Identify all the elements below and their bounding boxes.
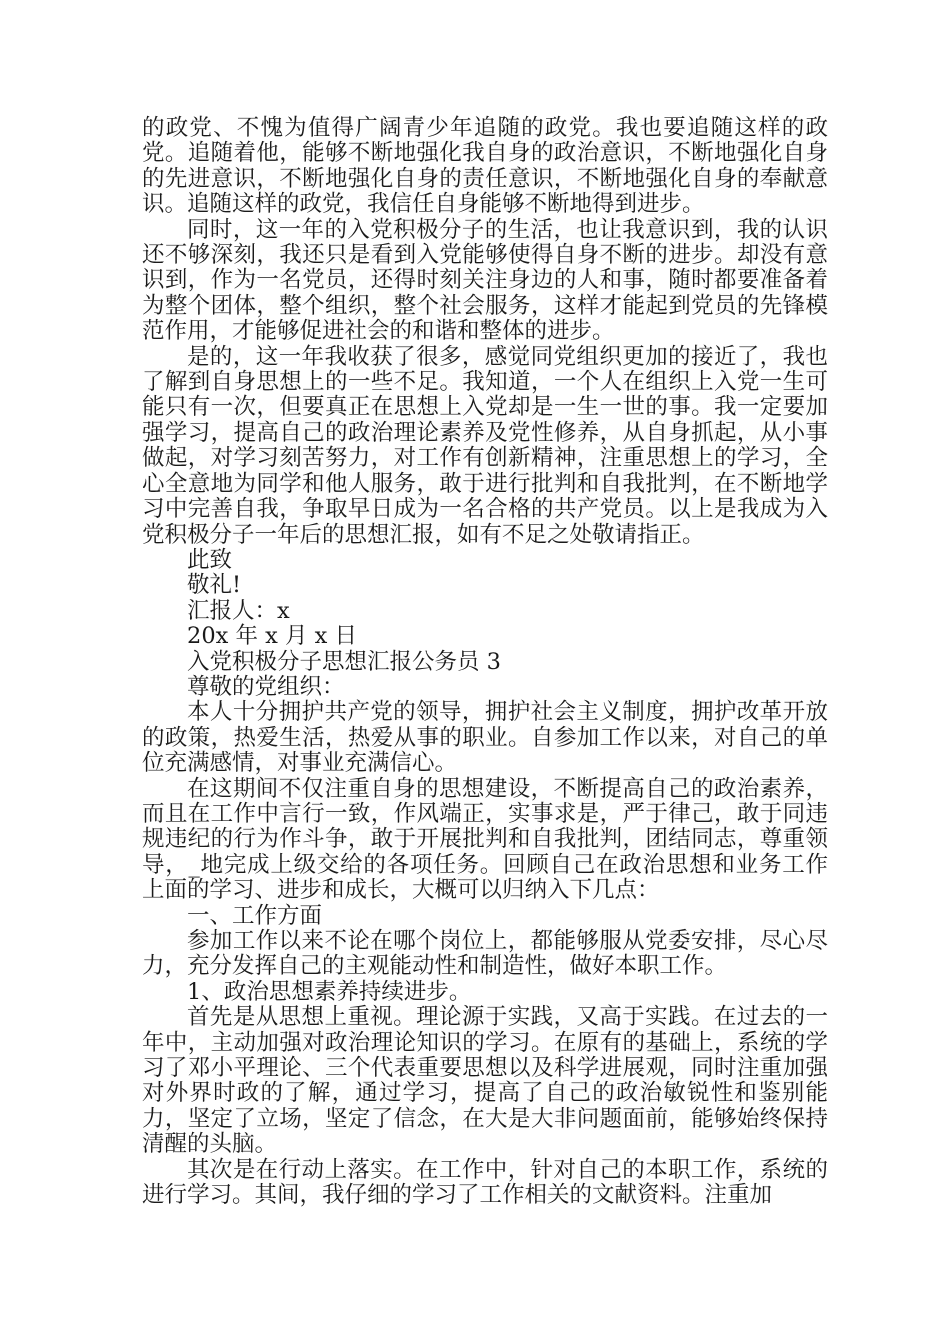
section-paragraph-action: 其次是在行动上落实。在工作中，针对自己的本职工作，系统的进行学习。其间，我仔细的学习了工作相关的文献资料。注重加 <box>142 1156 828 1209</box>
paragraph-continued: 的政党、不愧为值得广阔青少年追随的政党。我也要追随这样的政党。追随着他，能够不断地强化我自身的政治意识，不断地强化自身的先进意识，不断地强化自身的责任意识，不断地强化自身的奉献意识。追随这样的政党，我信任自身能够不断地得到进步。 <box>142 115 828 218</box>
closing-salutation: 此致 <box>187 546 233 573</box>
paragraph-awareness: 同时，这一年的入党积极分子的生活，也让我意识到，我的认识还不够深刻，我还只是看到入党能够使得自身不断的进步。却没有意识到，作为一名党员，还得时刻关注身边的人和事，随时都要准备着为整个团体，整个组织，整个社会服务，这样才能起到党员的先锋模范作用，才能够促进社会的和谐和整体的进步。 <box>142 216 828 345</box>
paragraph-harvest: 是的，这一年我收获了很多，感觉同党组织更加的接近了，我也了解到自身思想上的一些不足。我知道，一个人在组织上入党一生可能只有一次，但要真正在思想上入党却是一生一世的事。我一定要加强学习，提高自己的政治理论素养及党性修养，从自身抓起，从小事做起，对学习刻苦努力，对工作有创新精神，注重思想上的学习，全心全意地为同学和他人服务，敢于进行批判和自我批判，在不断地学习中完善自我，争取早日成为一名合格的共产党员。以上是我成为入党积极分子一年后的思想汇报，如有不足之处敬请指正。 <box>142 343 828 548</box>
section-paragraph-period: 在这期间不仅注重自身的思想建设，不断提高自己的政治素养，而且在工作中言行一致，作风端正，实事求是，严于律己，敢于同违规违纪的行为作斗争，敢于开展批判和自我批判，团结同志，尊重领导，_地完成上级交给的各项任务。回顾自己在政治思想和业务工作上面的学习、进步和成长，大概可以归纳入下几点： <box>142 775 828 904</box>
closing-respect: 敬礼! <box>187 572 242 599</box>
section-paragraph-support: 本人十分拥护共产党的领导，拥护社会主义制度，拥护改革开放的政策，热爱生活，热爱从事的职业。自参加工作以来，对自己的单位充满感情，对事业充满信心。 <box>142 699 828 777</box>
section-heading-work: 一、工作方面 <box>187 902 323 929</box>
section-title: 入党积极分子思想汇报公务员 3 <box>187 648 501 675</box>
section-heading-political: 1、政治思想素养持续进步。 <box>187 978 472 1005</box>
closing-date: 20x 年 x 月 x 日 <box>187 623 357 650</box>
section-paragraph-thought: 首先是从思想上重视。理论源于实践，又高于实践。在过去的一年中，主动加强对政治理论知识的学习。在原有的基础上，系统的学习了邓小平理论、三个代表重要思想以及科学进展观，同时注重加强对外界时政的了解，通过学习，提高了自己的政治敏锐性和鉴别能力，坚定了立场，坚定了信念，在大是大非问题面前，能够始终保持清醒的头脑。 <box>142 1004 828 1158</box>
document-page <box>142 116 828 1208</box>
closing-reporter: 汇报人：x <box>187 597 290 624</box>
section-paragraph-work: 参加工作以来不论在哪个岗位上，都能够服从党委安排，尽心尽力，充分发挥自己的主观能动性和制造性，做好本职工作。 <box>142 928 828 980</box>
section-greeting: 尊敬的党组织： <box>187 673 345 700</box>
